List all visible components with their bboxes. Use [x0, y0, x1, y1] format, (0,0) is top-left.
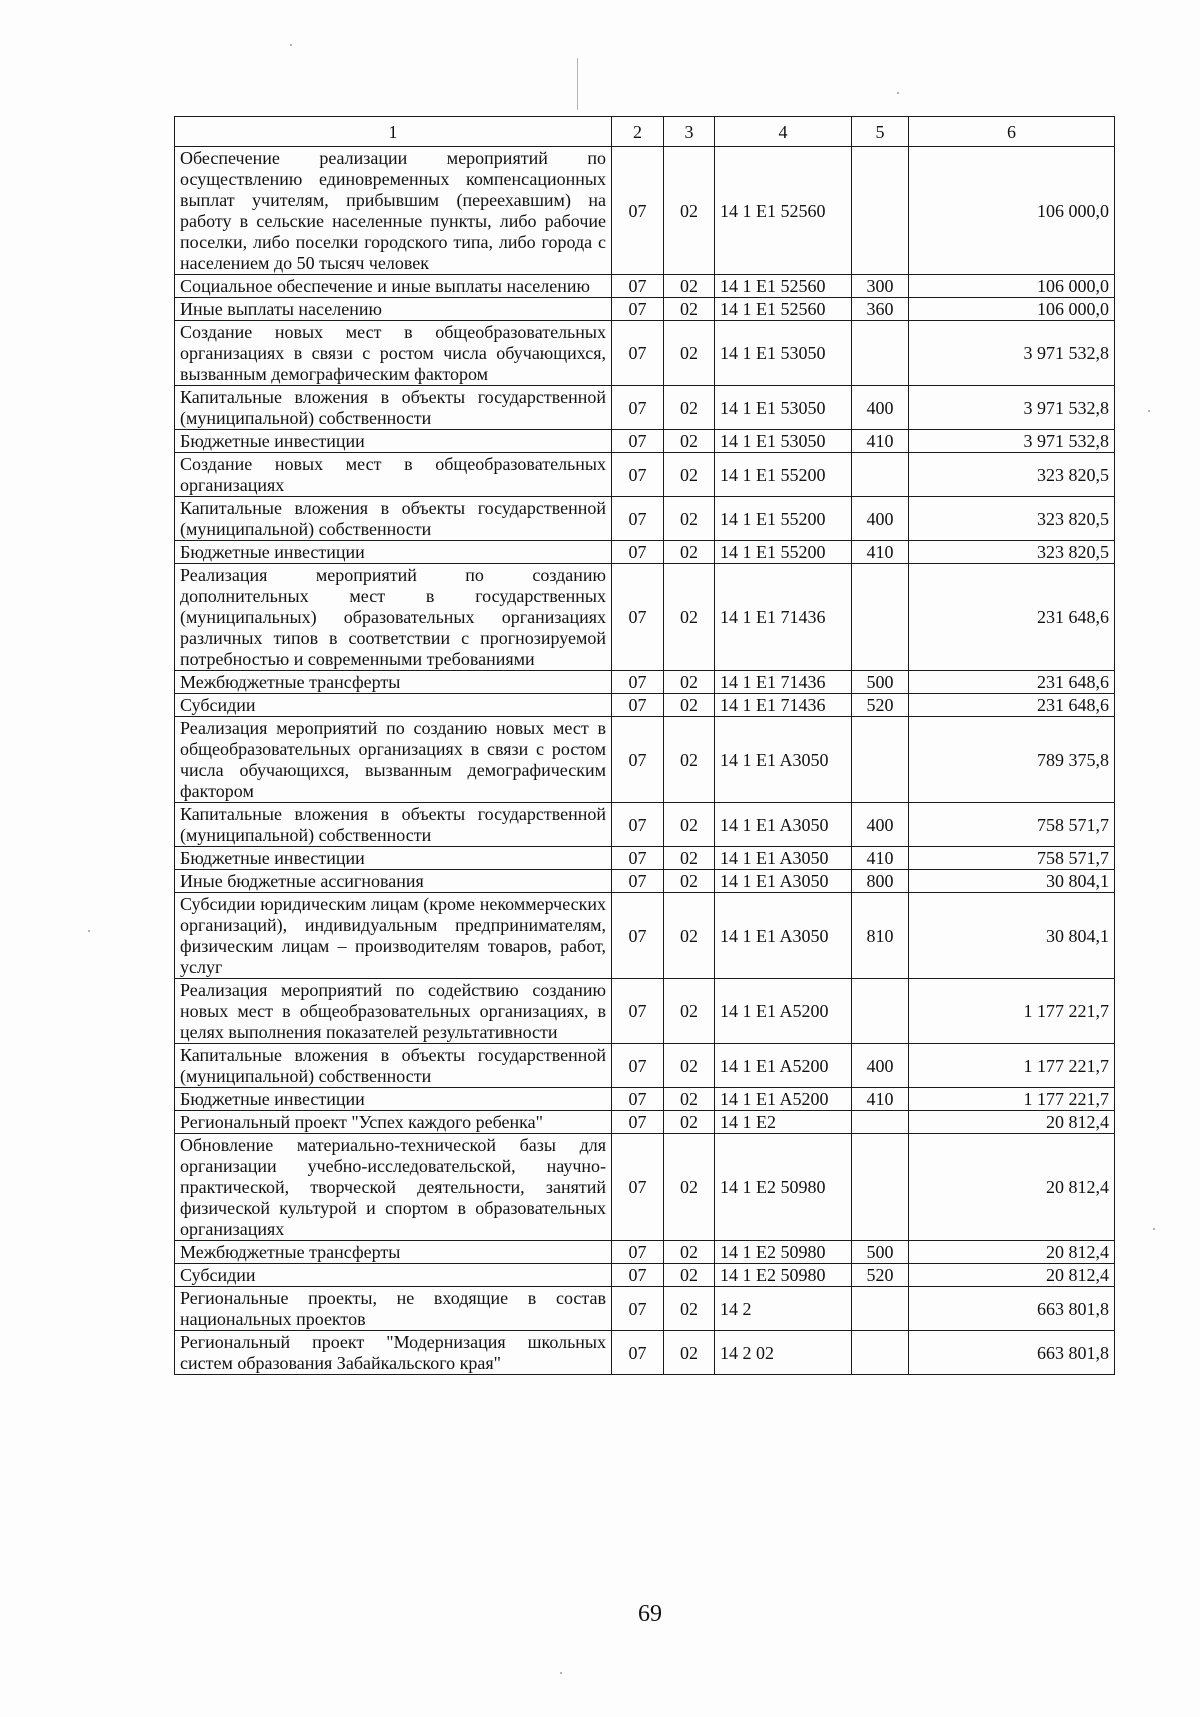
cell-subsection: 02	[664, 275, 715, 298]
cell-subsection: 02	[664, 564, 715, 671]
table-row	[175, 717, 1115, 803]
cell-expense-type: 360	[852, 298, 909, 321]
header-cell-expense-type: 5	[852, 117, 909, 147]
cell-amount: 789 375,8	[909, 717, 1115, 803]
cell-section: 07	[612, 671, 664, 694]
cell-subsection: 02	[664, 893, 715, 979]
cell-section: 07	[612, 1331, 664, 1375]
header-row	[175, 117, 1115, 147]
cell-amount: 758 571,7	[909, 847, 1115, 870]
cell-subsection: 02	[664, 1111, 715, 1134]
cell-name: Межбюджетные трансферты	[175, 1241, 612, 1264]
cell-target-article: 14 1 E1 A3050	[715, 893, 852, 979]
table-row	[175, 979, 1115, 1044]
cell-target-article: 14 1 E1 71436	[715, 694, 852, 717]
cell-expense-type	[852, 147, 909, 275]
cell-amount: 1 177 221,7	[909, 979, 1115, 1044]
scan-artifact-speck	[290, 44, 292, 46]
cell-expense-type: 400	[852, 1044, 909, 1088]
cell-name: Создание новых мест в общеобразовательных организациях	[175, 453, 612, 497]
cell-section: 07	[612, 1088, 664, 1111]
cell-expense-type	[852, 1111, 909, 1134]
cell-amount: 231 648,6	[909, 694, 1115, 717]
cell-amount: 106 000,0	[909, 275, 1115, 298]
cell-expense-type	[852, 321, 909, 386]
table-row	[175, 803, 1115, 847]
table-row	[175, 386, 1115, 430]
cell-expense-type	[852, 1134, 909, 1241]
cell-subsection: 02	[664, 321, 715, 386]
cell-name: Региональный проект "Успех каждого ребенка"	[175, 1111, 612, 1134]
header-cell-amount: 6	[909, 117, 1115, 147]
cell-expense-type: 520	[852, 1264, 909, 1287]
cell-subsection: 02	[664, 1287, 715, 1331]
cell-expense-type	[852, 979, 909, 1044]
cell-name: Иные выплаты населению	[175, 298, 612, 321]
cell-target-article: 14 1 E1 55200	[715, 453, 852, 497]
cell-subsection: 02	[664, 847, 715, 870]
table-row	[175, 870, 1115, 893]
cell-name: Иные бюджетные ассигнования	[175, 870, 612, 893]
cell-subsection: 02	[664, 694, 715, 717]
scan-artifact-line	[577, 58, 578, 110]
table-header	[175, 117, 1115, 147]
table-row	[175, 1287, 1115, 1331]
cell-section: 07	[612, 321, 664, 386]
cell-expense-type	[852, 717, 909, 803]
cell-amount: 3 971 532,8	[909, 430, 1115, 453]
cell-amount: 3 971 532,8	[909, 321, 1115, 386]
cell-subsection: 02	[664, 453, 715, 497]
cell-target-article: 14 1 E1 A3050	[715, 803, 852, 847]
table-row	[175, 298, 1115, 321]
cell-target-article: 14 1 E1 71436	[715, 564, 852, 671]
cell-subsection: 02	[664, 803, 715, 847]
cell-expense-type: 410	[852, 430, 909, 453]
cell-expense-type: 300	[852, 275, 909, 298]
cell-amount: 231 648,6	[909, 564, 1115, 671]
cell-name: Межбюджетные трансферты	[175, 671, 612, 694]
cell-section: 07	[612, 847, 664, 870]
cell-amount: 758 571,7	[909, 803, 1115, 847]
cell-expense-type	[852, 1287, 909, 1331]
cell-section: 07	[612, 541, 664, 564]
cell-name: Субсидии юридическим лицам (кроме некоммерческих организаций), индивидуальным предпринимателям, физическим лицам – производителям товаров, работ, услуг	[175, 893, 612, 979]
cell-target-article: 14 1 E1 53050	[715, 386, 852, 430]
header-cell-section: 2	[612, 117, 664, 147]
cell-name: Создание новых мест в общеобразовательных организациях в связи с ростом числа обучающихся, вызванным демографическим фактором	[175, 321, 612, 386]
cell-subsection: 02	[664, 1088, 715, 1111]
cell-name: Бюджетные инвестиции	[175, 430, 612, 453]
cell-name: Бюджетные инвестиции	[175, 847, 612, 870]
cell-expense-type	[852, 453, 909, 497]
cell-subsection: 02	[664, 386, 715, 430]
cell-name: Капитальные вложения в объекты государственной (муниципальной) собственности	[175, 497, 612, 541]
cell-name: Субсидии	[175, 694, 612, 717]
cell-section: 07	[612, 694, 664, 717]
cell-target-article: 14 1 E1 53050	[715, 430, 852, 453]
cell-amount: 323 820,5	[909, 541, 1115, 564]
cell-section: 07	[612, 893, 664, 979]
cell-section: 07	[612, 1287, 664, 1331]
cell-section: 07	[612, 147, 664, 275]
cell-amount: 1 177 221,7	[909, 1044, 1115, 1088]
table-row	[175, 541, 1115, 564]
cell-name: Обновление материально-технической базы для организации учебно-исследовательской, научно-практической, творческой деятельности, занятий физической культурой и спортом в образовательных организациях	[175, 1134, 612, 1241]
cell-amount: 20 812,4	[909, 1134, 1115, 1241]
cell-amount: 106 000,0	[909, 147, 1115, 275]
cell-target-article: 14 1 E1 A3050	[715, 870, 852, 893]
cell-expense-type	[852, 1331, 909, 1375]
cell-section: 07	[612, 453, 664, 497]
cell-target-article: 14 1 E1 52560	[715, 275, 852, 298]
cell-subsection: 02	[664, 1264, 715, 1287]
page-number: 69	[638, 1601, 662, 1627]
cell-target-article: 14 1 E2	[715, 1111, 852, 1134]
cell-expense-type: 800	[852, 870, 909, 893]
table-row	[175, 147, 1115, 275]
cell-name: Реализация мероприятий по созданию дополнительных мест в государственных (муниципальных) образовательных организациях различных типов в соответствии с прогнозируемой потребностью и современными требованиями	[175, 564, 612, 671]
cell-subsection: 02	[664, 870, 715, 893]
cell-amount: 231 648,6	[909, 671, 1115, 694]
cell-subsection: 02	[664, 1331, 715, 1375]
cell-section: 07	[612, 979, 664, 1044]
cell-section: 07	[612, 717, 664, 803]
cell-expense-type	[852, 564, 909, 671]
cell-section: 07	[612, 564, 664, 671]
cell-expense-type: 520	[852, 694, 909, 717]
cell-target-article: 14 1 E2 50980	[715, 1264, 852, 1287]
table-row	[175, 1134, 1115, 1241]
cell-amount: 20 812,4	[909, 1264, 1115, 1287]
header-cell-name: 1	[175, 117, 612, 147]
cell-section: 07	[612, 298, 664, 321]
cell-target-article: 14 1 E1 71436	[715, 671, 852, 694]
cell-subsection: 02	[664, 430, 715, 453]
cell-amount: 3 971 532,8	[909, 386, 1115, 430]
cell-target-article: 14 1 E1 52560	[715, 147, 852, 275]
scan-artifact-speck	[560, 1672, 562, 1674]
cell-expense-type: 410	[852, 541, 909, 564]
table-row	[175, 430, 1115, 453]
budget-allocation-table	[174, 116, 1115, 1375]
cell-name: Региональные проекты, не входящие в состав национальных проектов	[175, 1287, 612, 1331]
cell-expense-type: 410	[852, 1088, 909, 1111]
cell-section: 07	[612, 386, 664, 430]
table-row	[175, 1264, 1115, 1287]
cell-subsection: 02	[664, 1134, 715, 1241]
scan-artifact-speck	[88, 930, 90, 932]
table-row	[175, 453, 1115, 497]
cell-amount: 30 804,1	[909, 870, 1115, 893]
cell-subsection: 02	[664, 298, 715, 321]
table-row	[175, 321, 1115, 386]
cell-name: Субсидии	[175, 1264, 612, 1287]
cell-section: 07	[612, 275, 664, 298]
table-row	[175, 893, 1115, 979]
cell-target-article: 14 1 E1 52560	[715, 298, 852, 321]
cell-section: 07	[612, 1264, 664, 1287]
cell-name: Капитальные вложения в объекты государственной (муниципальной) собственности	[175, 803, 612, 847]
cell-name: Региональный проект "Модернизация школьных систем образования Забайкальского края"	[175, 1331, 612, 1375]
cell-name: Социальное обеспечение и иные выплаты населению	[175, 275, 612, 298]
cell-amount: 20 812,4	[909, 1241, 1115, 1264]
cell-target-article: 14 1 E2 50980	[715, 1134, 852, 1241]
cell-target-article: 14 1 E1 A3050	[715, 717, 852, 803]
scan-artifact-speck	[897, 92, 899, 94]
cell-subsection: 02	[664, 979, 715, 1044]
cell-target-article: 14 1 E1 53050	[715, 321, 852, 386]
cell-subsection: 02	[664, 147, 715, 275]
cell-target-article: 14 2	[715, 1287, 852, 1331]
table-row	[175, 1088, 1115, 1111]
cell-target-article: 14 1 E1 A5200	[715, 979, 852, 1044]
cell-section: 07	[612, 803, 664, 847]
header-cell-target-article: 4	[715, 117, 852, 147]
table-row	[175, 564, 1115, 671]
cell-name: Бюджетные инвестиции	[175, 1088, 612, 1111]
cell-subsection: 02	[664, 541, 715, 564]
header-cell-subsection: 3	[664, 117, 715, 147]
cell-section: 07	[612, 1241, 664, 1264]
scan-artifact-speck	[1153, 1228, 1155, 1230]
cell-amount: 20 812,4	[909, 1111, 1115, 1134]
cell-amount: 323 820,5	[909, 497, 1115, 541]
cell-subsection: 02	[664, 1241, 715, 1264]
cell-subsection: 02	[664, 671, 715, 694]
cell-section: 07	[612, 1111, 664, 1134]
cell-target-article: 14 1 E2 50980	[715, 1241, 852, 1264]
cell-amount: 323 820,5	[909, 453, 1115, 497]
cell-name: Бюджетные инвестиции	[175, 541, 612, 564]
cell-amount: 30 804,1	[909, 893, 1115, 979]
cell-amount: 663 801,8	[909, 1287, 1115, 1331]
cell-target-article: 14 1 E1 55200	[715, 497, 852, 541]
cell-name: Капитальные вложения в объекты государственной (муниципальной) собственности	[175, 1044, 612, 1088]
cell-amount: 1 177 221,7	[909, 1088, 1115, 1111]
cell-section: 07	[612, 1044, 664, 1088]
table-row	[175, 275, 1115, 298]
scan-artifact-speck	[1148, 410, 1150, 412]
cell-name: Реализация мероприятий по созданию новых мест в общеобразовательных организациях в связи с ростом числа обучающихся, вызванным демографическим фактором	[175, 717, 612, 803]
table-row	[175, 694, 1115, 717]
table-row	[175, 497, 1115, 541]
cell-section: 07	[612, 1134, 664, 1241]
cell-section: 07	[612, 430, 664, 453]
cell-expense-type: 400	[852, 497, 909, 541]
cell-subsection: 02	[664, 1044, 715, 1088]
table-row	[175, 1044, 1115, 1088]
table-row	[175, 1331, 1115, 1375]
table-row	[175, 847, 1115, 870]
cell-expense-type: 400	[852, 386, 909, 430]
cell-section: 07	[612, 497, 664, 541]
cell-target-article: 14 1 E1 A3050	[715, 847, 852, 870]
cell-subsection: 02	[664, 497, 715, 541]
cell-target-article: 14 2 02	[715, 1331, 852, 1375]
cell-name: Капитальные вложения в объекты государственной (муниципальной) собственности	[175, 386, 612, 430]
cell-amount: 663 801,8	[909, 1331, 1115, 1375]
cell-target-article: 14 1 E1 55200	[715, 541, 852, 564]
table-body	[175, 147, 1115, 1375]
cell-subsection: 02	[664, 717, 715, 803]
table-row	[175, 671, 1115, 694]
cell-expense-type: 500	[852, 1241, 909, 1264]
cell-expense-type: 400	[852, 803, 909, 847]
cell-name: Обеспечение реализации мероприятий по осуществлению единовременных компенсационных выплат учителям, прибывшим (переехавшим) на работу в сельские населенные пункты, либо рабочие поселки, либо поселки городского типа, либо города с населением до 50 тысяч человек	[175, 147, 612, 275]
cell-expense-type: 500	[852, 671, 909, 694]
cell-section: 07	[612, 870, 664, 893]
table-row	[175, 1241, 1115, 1264]
cell-name: Реализация мероприятий по содействию созданию новых мест в общеобразовательных организациях, в целях выполнения показателей результативности	[175, 979, 612, 1044]
cell-expense-type: 410	[852, 847, 909, 870]
cell-target-article: 14 1 E1 A5200	[715, 1044, 852, 1088]
table-row	[175, 1111, 1115, 1134]
cell-expense-type: 810	[852, 893, 909, 979]
cell-target-article: 14 1 E1 A5200	[715, 1088, 852, 1111]
cell-amount: 106 000,0	[909, 298, 1115, 321]
